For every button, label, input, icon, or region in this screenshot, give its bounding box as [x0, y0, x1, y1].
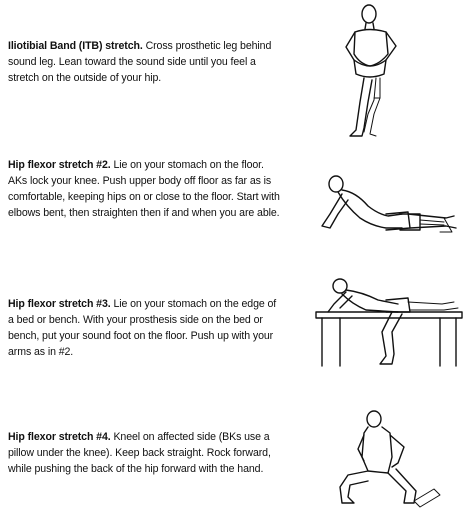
- exercise-description: Lie on your stomach on the floor. AKs lock your knee. Push upper body off floor as far as is comfortable, keeping hips on or close to the floor. Start with elbows bent, then straighten then if and when you are able.: [8, 159, 280, 219]
- exercise-description: Kneel on affected side (BKs use a pillow under the knee). Keep back straight. Rock forward, while pushing the back of the hip forward with the hand.: [8, 431, 271, 475]
- exercise-text: [8, 429, 280, 477]
- exercise-title: Iliotibial Band (ITB) stretch.: [8, 40, 143, 52]
- exercise-text: [8, 157, 280, 221]
- exercise-itb-stretch: [0, 0, 474, 140]
- exercise-hip-flexor-3: [0, 260, 474, 385]
- exercise-hip-flexor-4: [0, 385, 474, 509]
- exercise-description: Lie on your stomach on the edge of a bed or bench. With your prosthesis side on the bed or bench, put your sound foot on the floor. Push up with your arms as in #2.: [8, 298, 277, 358]
- hip-flexor-2-illustration: [316, 170, 466, 242]
- exercise-description: Cross prosthetic leg behind sound leg. Lean toward the sound side until you feel a stretch on the outside of your hip.: [8, 40, 272, 84]
- exercise-hip-flexor-2: [0, 140, 474, 260]
- hip-flexor-3-illustration: [312, 274, 467, 370]
- exercise-title: Hip flexor stretch #3.: [8, 298, 111, 310]
- exercise-title: Hip flexor stretch #4.: [8, 431, 111, 443]
- itb-stretch-illustration: [330, 2, 410, 140]
- exercise-text: [8, 296, 280, 360]
- hip-flexor-4-illustration: [334, 409, 454, 509]
- exercise-title: Hip flexor stretch #2.: [8, 159, 111, 171]
- exercise-text: [8, 38, 280, 86]
